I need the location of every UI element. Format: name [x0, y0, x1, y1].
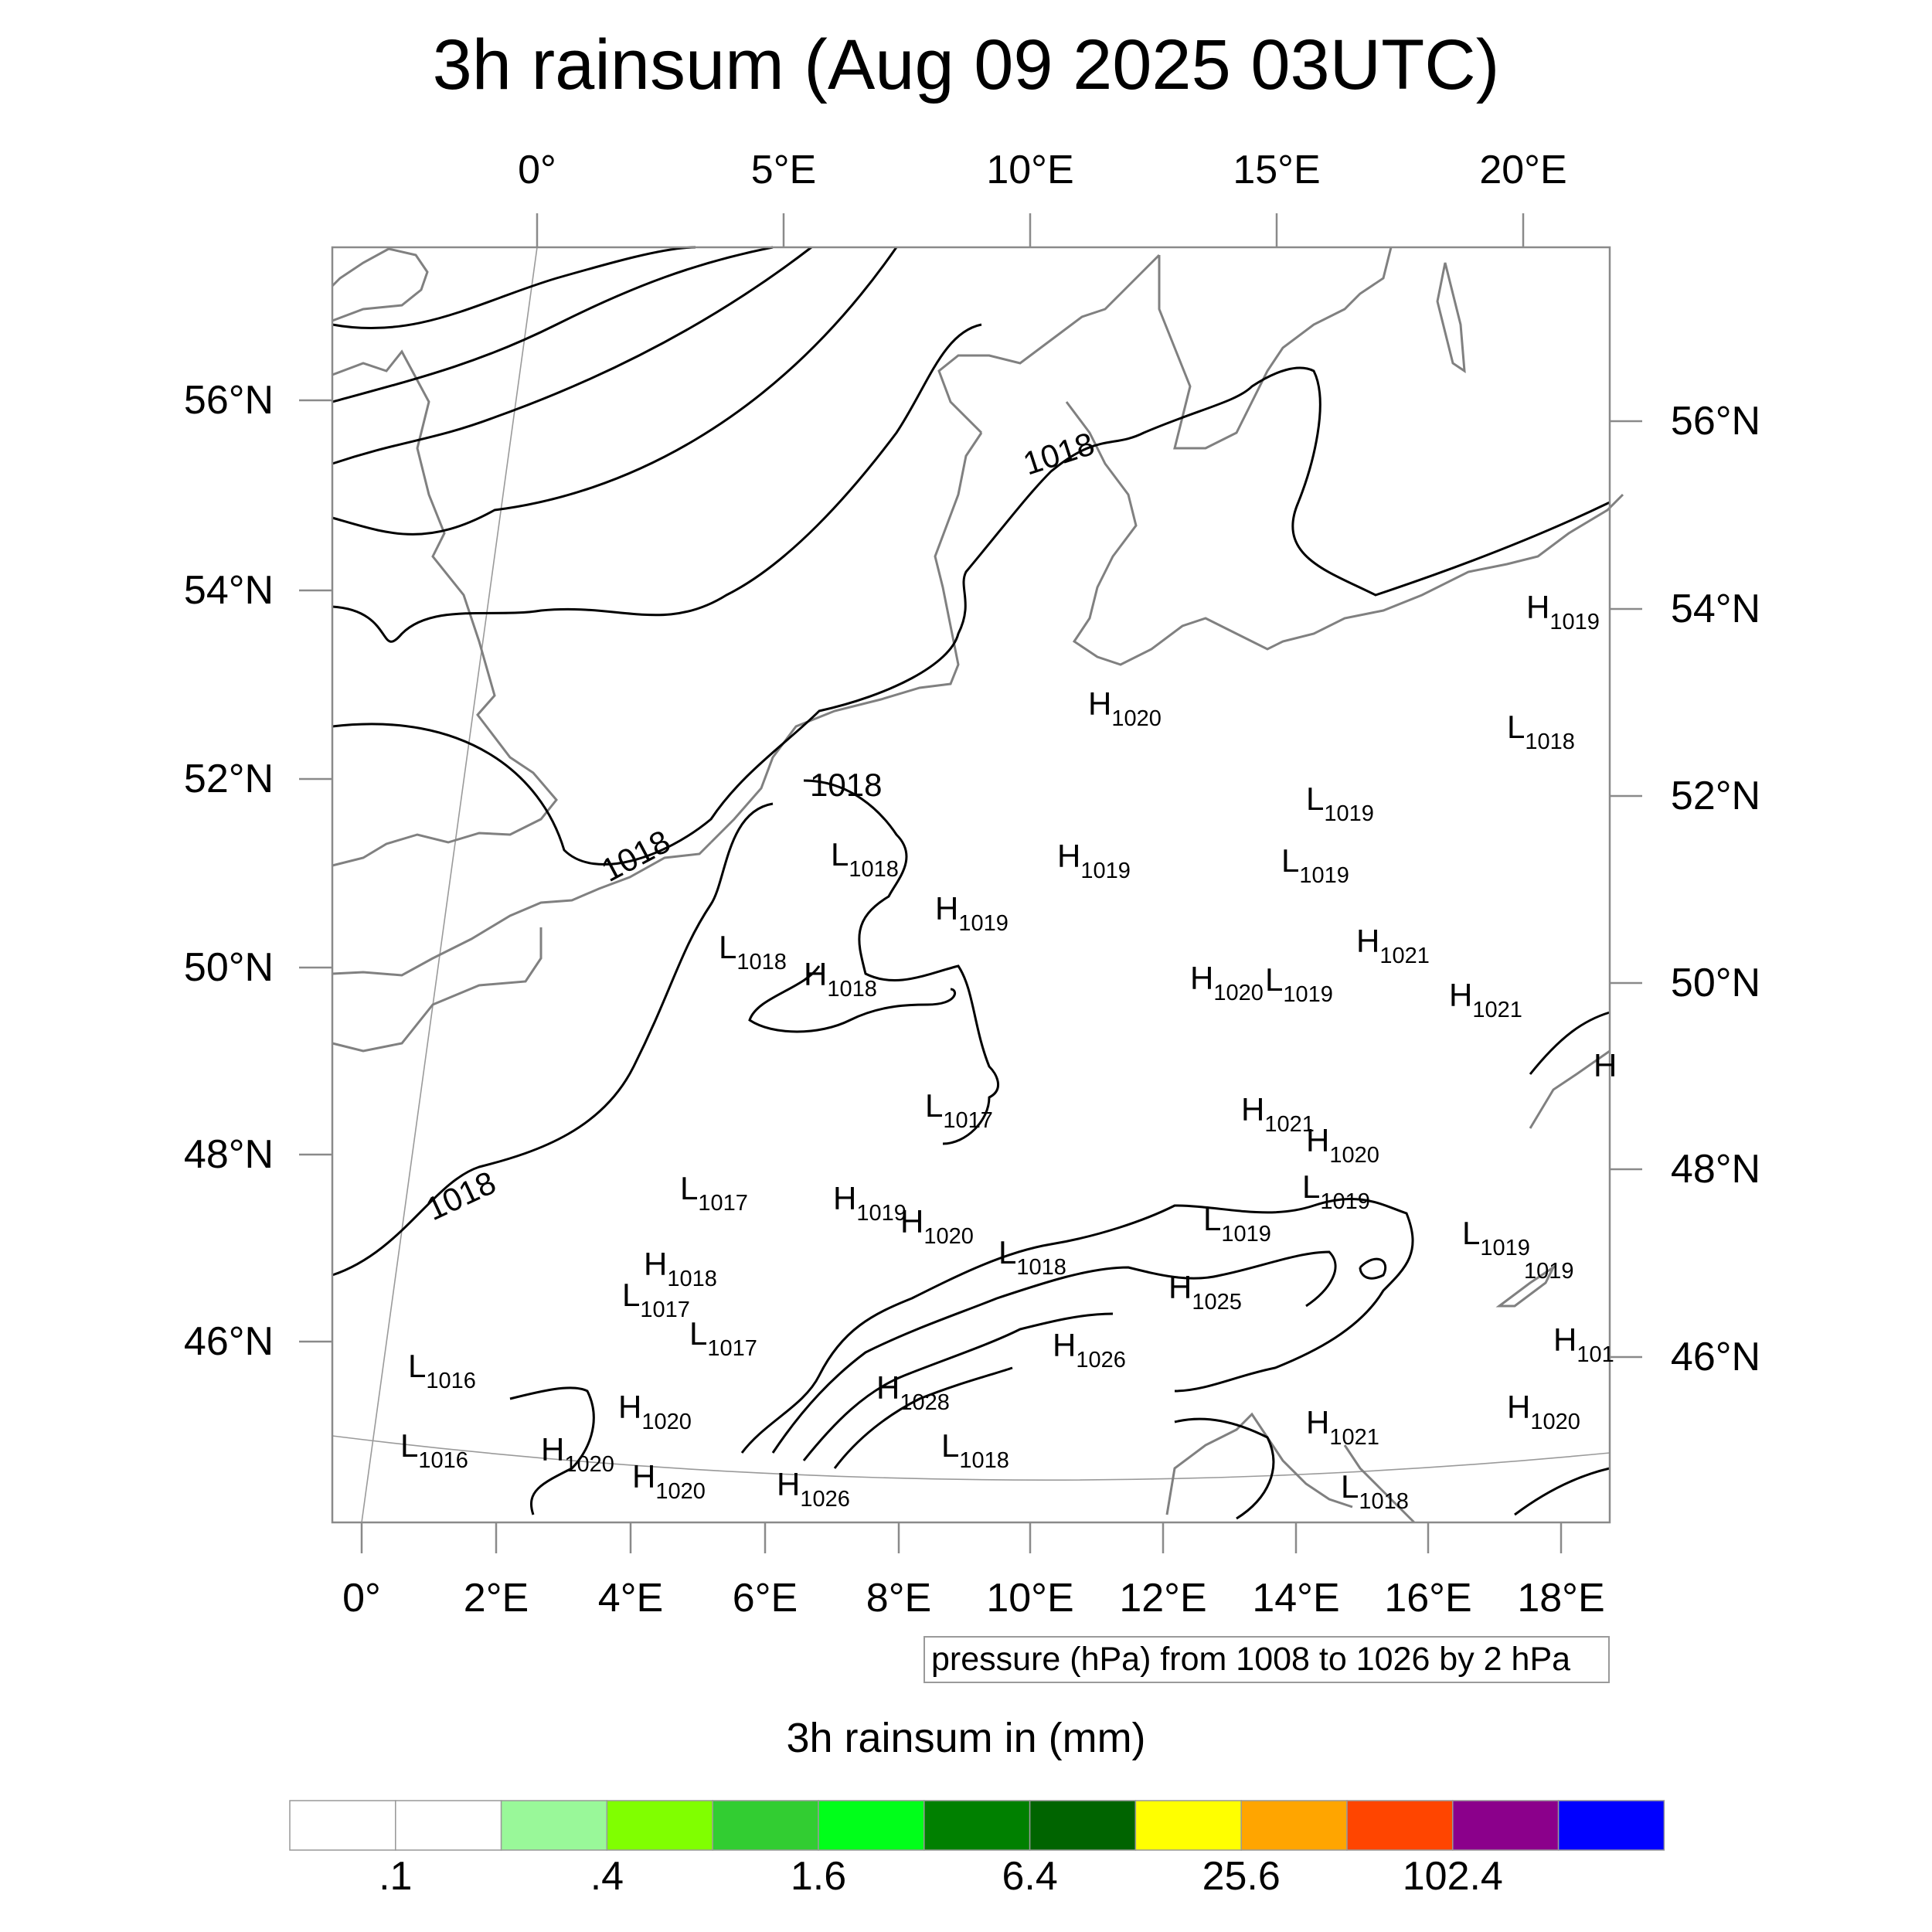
coastlines	[332, 247, 1623, 1522]
colorbar-title: 3h rainsum in (mm)	[786, 1715, 1146, 1761]
isobar-5	[332, 325, 981, 641]
meridian-0	[362, 247, 537, 1522]
left-lat-label: 46°N	[183, 1319, 274, 1364]
pressure-center-label: H1028	[876, 1369, 950, 1415]
colorbar-tick-label: 6.4	[1002, 1854, 1058, 1899]
pressure-center-label: L1019	[1203, 1201, 1271, 1247]
right-lat-label: 56°N	[1670, 399, 1761, 444]
left-lat-label: 52°N	[183, 757, 274, 801]
pressure-center-label: L1017	[689, 1315, 757, 1361]
gotland	[1437, 263, 1464, 371]
isobar-8	[804, 781, 998, 1144]
pressure-center-label: H1020	[1190, 960, 1264, 1005]
left-lat-label: 54°N	[183, 568, 274, 613]
pressure-center-label: L1017	[680, 1170, 748, 1216]
bottom-lon-label: 6°E	[732, 1576, 798, 1621]
pressure-center-label: L1019	[1306, 781, 1374, 826]
bottom-lon-label: 4°E	[597, 1576, 664, 1621]
pressure-center-label: H1020	[900, 1203, 974, 1249]
pressure-center-label: H	[1594, 1047, 1617, 1083]
pressure-center-label: H1021	[1356, 923, 1430, 968]
isobar-label: 1018	[1019, 424, 1099, 482]
sweden-coast	[1159, 247, 1391, 448]
pressure-center-label: H101	[1553, 1321, 1614, 1367]
bottom-lon-label: 8°E	[866, 1576, 932, 1621]
top-lon-label: 10°E	[986, 148, 1074, 192]
pressure-center-label: H1020	[1088, 685, 1162, 731]
bottom-lon-label: 16°E	[1384, 1576, 1472, 1621]
pressure-center-label: 1019	[1524, 1259, 1574, 1284]
left-lat-label: 50°N	[183, 945, 274, 990]
bottom-lon-label: 14°E	[1252, 1576, 1340, 1621]
pressure-center-label: L1017	[622, 1277, 690, 1322]
isobar-label: 1018	[420, 1164, 502, 1228]
pressure-center-label: H1026	[777, 1466, 850, 1512]
pressure-centers	[400, 589, 1617, 1514]
isobar-2	[332, 247, 773, 402]
pressure-center-label: H1019	[935, 890, 1009, 936]
uk-east-coast-2	[332, 352, 556, 866]
france-channel	[332, 927, 541, 1051]
figure-title: 3h rainsum (Aug 09 2025 03UTC)	[432, 26, 1500, 104]
right-lat-label: 50°N	[1670, 961, 1761, 1005]
lower-right	[1515, 1468, 1610, 1515]
right-lat-label: 46°N	[1670, 1335, 1761, 1379]
pressure-center-label: L1019	[1281, 842, 1349, 888]
pressure-center-label: L1018	[1507, 709, 1575, 754]
pressure-center-label: H1026	[1053, 1327, 1126, 1372]
pressure-center-label: H1019	[1057, 838, 1131, 883]
bottom-lon-label: 12°E	[1119, 1576, 1207, 1621]
bottom-lon-label: 10°E	[986, 1576, 1074, 1621]
top-lon-label: 15°E	[1233, 148, 1321, 192]
isobar-labels	[420, 425, 1099, 1227]
pressure-center-label: L1019	[1302, 1168, 1370, 1214]
pressure-center-label: H1020	[1507, 1389, 1580, 1434]
colorbar-tick-label: .4	[590, 1854, 624, 1899]
jutland-west	[939, 255, 1159, 433]
right-lat-label: 54°N	[1670, 587, 1761, 631]
right-lat-label: 52°N	[1670, 774, 1761, 818]
bottom-lon-label: 18°E	[1517, 1576, 1605, 1621]
pressure-center-label: L1018	[831, 836, 899, 882]
right-lat-label: 48°N	[1670, 1147, 1761, 1192]
left-lat-label: 56°N	[183, 378, 274, 423]
isobar-6	[332, 368, 1610, 864]
pressure-center-label: L1018	[941, 1427, 1009, 1473]
map-frame	[332, 247, 1610, 1522]
left-lat-label: 48°N	[183, 1132, 274, 1177]
colorbar-tick-label: 102.4	[1402, 1854, 1503, 1899]
pressure-center-label: L1016	[400, 1427, 468, 1473]
pressure-center-label: L1019	[1265, 961, 1333, 1007]
pressure-center-label: L1018	[1341, 1468, 1409, 1514]
isobars	[332, 247, 1610, 1519]
colorbar-tick-label: .1	[379, 1854, 413, 1899]
uk-east-coast	[332, 249, 427, 321]
bottom-lon-label: 2°E	[463, 1576, 529, 1621]
pressure-center-label: H1021	[1306, 1404, 1379, 1450]
east-alps	[1175, 1419, 1274, 1519]
isobar-1	[332, 247, 696, 328]
pressure-center-label: H1018	[804, 956, 877, 1002]
colorbar-tick-label: 25.6	[1202, 1854, 1281, 1899]
pressure-center-label: L1019	[1462, 1215, 1530, 1260]
top-lon-label: 0°	[518, 148, 556, 192]
pressure-center-label: H1019	[1526, 589, 1600, 634]
contour-info-box: pressure (hPa) from 1008 to 1026 by 2 hPa	[923, 1636, 1610, 1683]
pressure-center-label: L1016	[408, 1348, 476, 1393]
pressure-center-label: L1018	[719, 929, 787, 975]
pressure-center-label: H1020	[632, 1458, 706, 1504]
bottom-lon-label: 0°	[342, 1576, 381, 1621]
pressure-center-label: H1021	[1449, 977, 1522, 1022]
east-loop	[1360, 1259, 1386, 1278]
isobar-4	[332, 247, 896, 534]
pressure-center-label: H1020	[618, 1389, 692, 1434]
pressure-center-label: H1019	[833, 1180, 906, 1226]
top-lon-label: 20°E	[1479, 148, 1567, 192]
pressure-center-label: H1020	[1306, 1122, 1379, 1168]
pressure-center-label: H1018	[644, 1246, 717, 1291]
pressure-center-label: H1021	[1241, 1091, 1315, 1137]
isobar-label: 1018	[595, 822, 676, 889]
pressure-center-label: H1025	[1168, 1269, 1242, 1315]
pressure-center-label: L1017	[925, 1087, 993, 1133]
pressure-center-label: L1018	[998, 1234, 1066, 1280]
top-lon-label: 5°E	[750, 148, 817, 192]
colorbar-tick-label: 1.6	[790, 1854, 847, 1899]
isobar-label: 1018	[810, 767, 883, 803]
graticule	[332, 247, 1610, 1522]
pressure-center-label: H1020	[541, 1431, 614, 1477]
